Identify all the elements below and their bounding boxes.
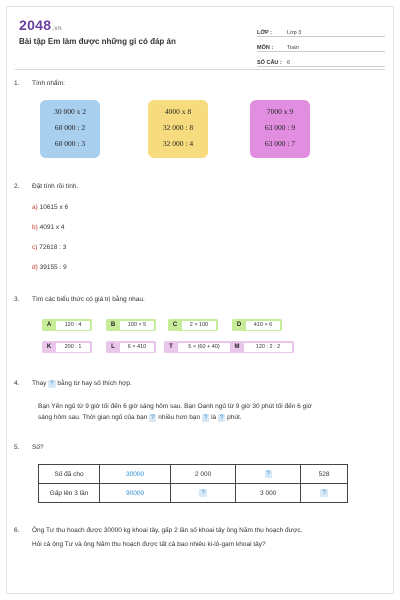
header-divider bbox=[15, 69, 385, 70]
q2-item-c: c) 72618 : 3 bbox=[32, 244, 67, 251]
q4-line-2: sáng hôm sau. Thời gian ngủ của bạn ? nhiều hơn bạn ? là ? phút. bbox=[38, 414, 242, 421]
blank-marker: ? bbox=[203, 415, 208, 421]
meta-info bbox=[257, 23, 385, 68]
calc-item: 60 000 : 2 bbox=[54, 123, 86, 132]
blank-marker: ? bbox=[50, 381, 54, 387]
calc-item: 63 000 : 9 bbox=[264, 123, 296, 132]
expr-chip-t: T 5 × (60 + 40) bbox=[164, 341, 232, 353]
calc-group-3 bbox=[250, 100, 310, 158]
calc-group-2 bbox=[148, 100, 208, 158]
number-table bbox=[38, 464, 348, 503]
table-row bbox=[39, 465, 348, 484]
question-4-prompt: 4. Thay ? bằng từ hay số thích hợp. bbox=[14, 380, 132, 387]
meta-row-subject: MÔN : Toán bbox=[257, 38, 385, 52]
question-1-prompt: 1. Tính nhẩm: bbox=[14, 80, 65, 87]
expr-chip-l: L 6 × 410 bbox=[106, 341, 156, 353]
expr-chip-a: A 120 : 4 bbox=[42, 319, 92, 331]
blank-marker: ? bbox=[151, 415, 155, 421]
meta-row-count: SỐ CÂU : 6 bbox=[257, 53, 385, 67]
q2-item-a: a) 10615 x 6 bbox=[32, 204, 69, 211]
table-cell-blank[interactable]: ? bbox=[301, 484, 348, 503]
calc-item: 7000 x 9 bbox=[266, 107, 294, 116]
row-header: Gấp lên 3 lần bbox=[39, 484, 100, 503]
table-cell-blank[interactable]: ? bbox=[236, 465, 301, 484]
calc-item: 63 000 : 7 bbox=[264, 139, 296, 148]
question-6-prompt: 6. Ông Tư thu hoạch được 30000 kg khoai tây, gấp 2 lần số khoai tây ông Năm thu hoạch được. bbox=[14, 527, 303, 534]
expr-chip-b: B 100 × 5 bbox=[106, 319, 156, 331]
table-cell-blank[interactable]: ? bbox=[171, 484, 236, 503]
q2-item-d: d) 39155 : 9 bbox=[32, 264, 67, 271]
blank-marker: ? bbox=[219, 415, 224, 421]
document-title: Bài tập Em làm được những gì có đáp án bbox=[19, 37, 176, 46]
table-cell: 528 bbox=[301, 465, 348, 484]
question-2-prompt: 2. Đặt tính rồi tính. bbox=[14, 183, 79, 190]
table-cell: 90000 bbox=[100, 484, 171, 503]
expr-chip-m: M 120 : 2 : 2 bbox=[230, 341, 294, 353]
table-row bbox=[39, 484, 348, 503]
table-cell: 3 000 bbox=[236, 484, 301, 503]
worksheet-header bbox=[19, 17, 385, 67]
expr-chip-k: K 200 : 1 bbox=[42, 341, 92, 353]
table-cell: 30000 bbox=[100, 465, 171, 484]
meta-row-class: LỚP : Lớp 3 bbox=[257, 23, 385, 37]
question-6-line-2: Hỏi cả ông Tư và ông Năm thu hoạch được tất cả bao nhiêu ki-lô-gam khoai tây? bbox=[32, 541, 266, 548]
row-header: Số đã cho bbox=[39, 465, 100, 484]
calc-item: 32 000 : 8 bbox=[162, 123, 194, 132]
calc-item: 4000 x 8 bbox=[164, 107, 192, 116]
calc-item: 60 000 : 3 bbox=[54, 139, 86, 148]
question-4-body bbox=[38, 401, 378, 423]
calc-item: 32 000 : 4 bbox=[162, 139, 194, 148]
calc-group-1 bbox=[40, 100, 100, 158]
expr-chip-d: D 410 × 6 bbox=[232, 319, 282, 331]
question-3-prompt: 3. Tìm các biểu thức có giá trị bằng nhau. bbox=[14, 296, 145, 303]
q2-item-b: b) 4091 x 4 bbox=[32, 224, 65, 231]
q4-line-1: Bạn Yến ngủ từ 9 giờ tối đến 6 giờ sáng hôm sau. Bạn Oanh ngủ từ 9 giờ 30 phút tối đến 6 giờ bbox=[38, 403, 312, 410]
site-logo[interactable]: 2048.vn bbox=[19, 17, 62, 33]
calc-item: 30 000 x 2 bbox=[54, 107, 86, 116]
expr-chip-c: C 2 × 100 bbox=[168, 319, 218, 331]
question-5-prompt: 5. Số? bbox=[14, 444, 44, 451]
table-cell: 2 000 bbox=[171, 465, 236, 484]
